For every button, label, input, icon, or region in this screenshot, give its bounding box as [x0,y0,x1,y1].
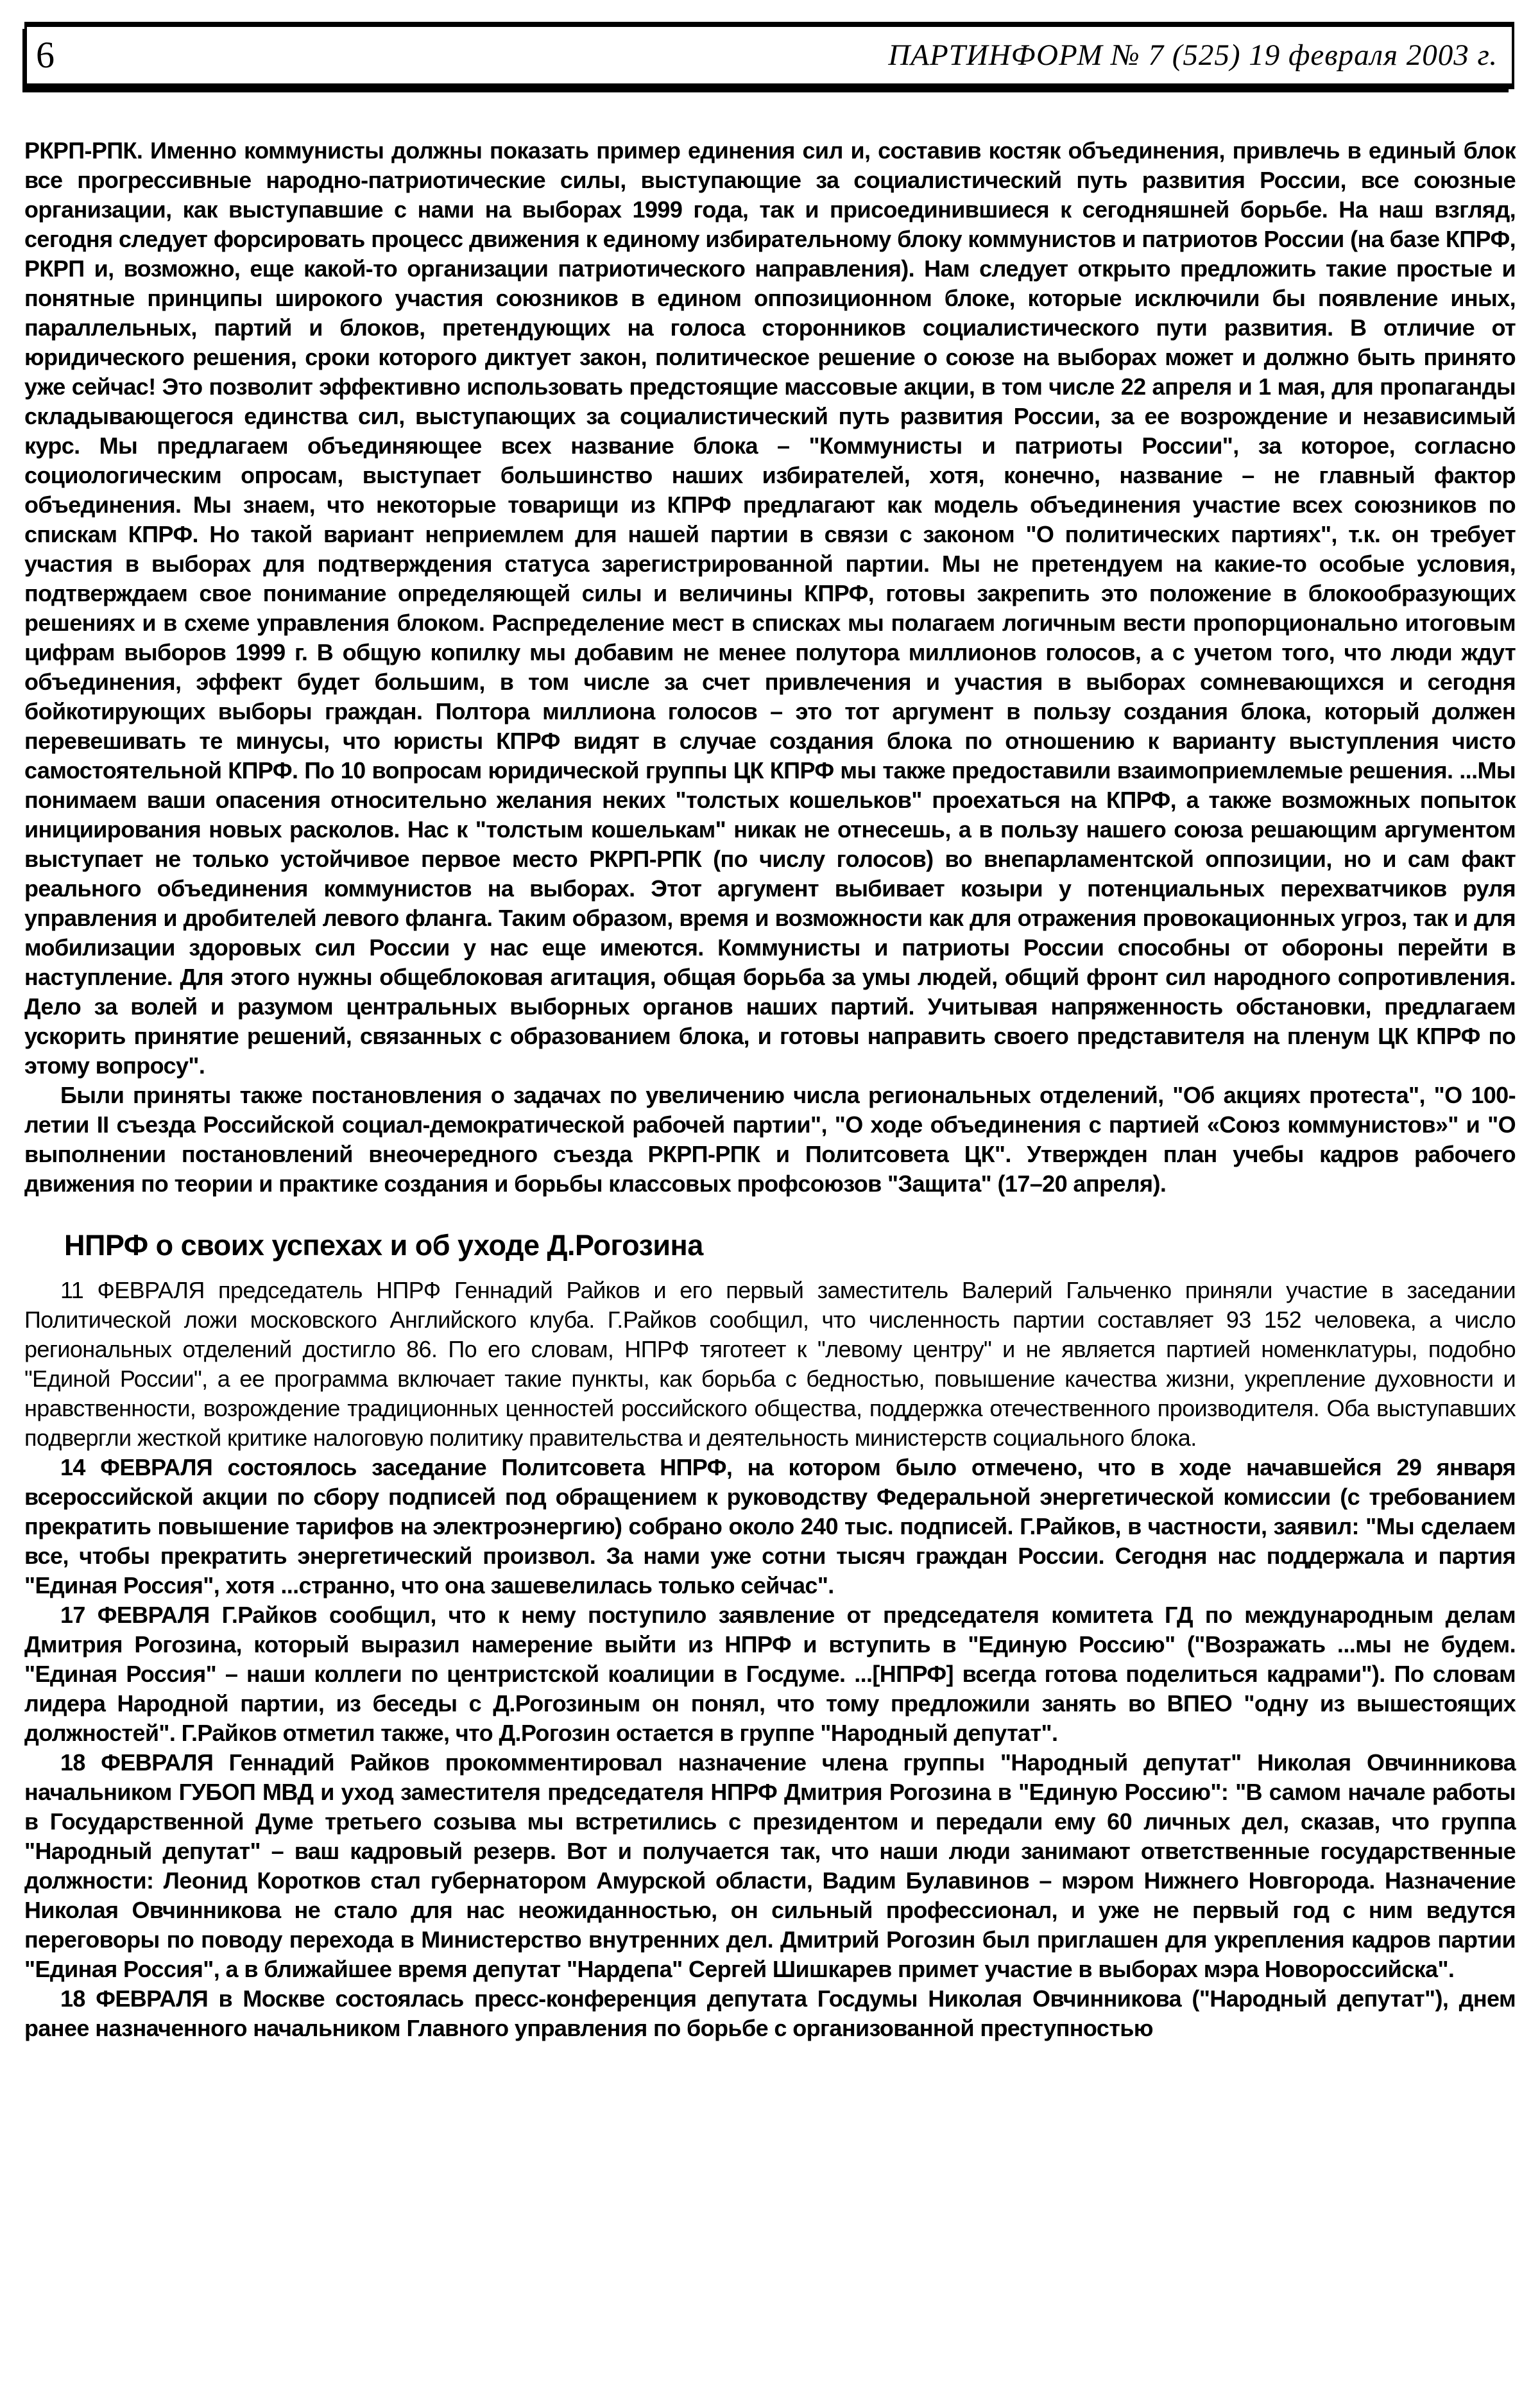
paragraph-resolutions: Были приняты также постановления о задачах по увеличению числа региональных отделений, "Об акциях протеста", "О 100-летии II съезда Российской социал-демократической рабочей партии", "О ходе объединения с партией «Союз коммунистов»" и "О выполнении постановлений внеочередного съезда РКРП-РПК и Политсовета ЦК". Утвержден план учебы кадров рабочего движения по теории и практике создания и борьбы классовых профсоюзов "Защита" (17–20 апреля). [24,1082,1516,1197]
paragraph-feb11: 11 ФЕВРАЛЯ председатель НПРФ Геннадий Райков и его первый заместитель Валерий Гальченко приняли участие в заседании Политической ложи московского Английского клуба. Г.Райков сообщил, что численность партии составляет 93 152 человека, а число региональных отделений достигло 86. По его словам, НПРФ тяготеет к "левому центру" и не является партией номенклатуры, подобно "Единой России", а ее программа включает такие пункты, как борьба с бедностью, повышение качества жизни, укрепление духовности и нравственности, возрождение традиционных ценностей российского общества, поддержка отечественного производителя. Оба выступавших подвергли жесткой критике налоговую политику правительства и деятельность министерств социального блока. [24,1277,1516,1451]
page-header [24,22,1514,89]
paragraph-rkrp-rpk-continuation: РКРП-РПК. Именно коммунисты должны показать пример единения сил и, составив костяк объединения, привлечь в единый блок все прогрессивные народно-патриотические силы, выступающие за социалистический путь развития России, все союзные организации, как выступавшие с нами на выборах 1999 года, так и присоединившиеся к сегодняшней борьбе. На наш взгляд, сегодня следует форсировать процесс движения к единому избирательному блоку коммунистов и патриотов России (на базе КПРФ, РКРП и, возможно, еще какой-то организации патриотического направления). Нам следует открыто предложить такие простые и понятные принципы широкого участия союзников в едином оппозиционном блоке, которые исключили бы появление иных, параллельных, партий и блоков, претендующих на голоса сторонников социалистического пути развития. В отличие от юридического решения, сроки которого диктует закон, политическое решение о союзе на выборах может и должно быть принято уже сейчас! Это позволит эффективно использовать предстоящие массовые акции, в том числе 22 апреля и 1 мая, для пропаганды складывающегося единства сил, выступающих за социалистический путь развития России, за ее возрождение и независимый курс. Мы предлагаем объединяющее всех название блока – "Коммунисты и патриоты России", за которое, согласно социологическим опросам, выступает большинство наших избирателей, хотя, конечно, название – не главный фактор объединения. Мы знаем, что некоторые товарищи из КПРФ предлагают как модель объединения участие всех союзников по спискам КПРФ. Но такой вариант неприемлем для нашей партии в связи с законом "О политических партиях", т.к. он требует участия в выборах для подтверждения статуса зарегистрированной партии. Мы не претендуем на какие-то особые условия, подтверждаем свое понимание определяющей силы и величины КПРФ, готовы закрепить это положение в блокообразующих решениях и в схеме управления блоком. Распределение мест в списках мы полагаем логичным вести пропорционально итоговым цифрам выборов 1999 г. В общую копилку мы добавим не менее полутора миллионов голосов, а с учетом того, что люди ждут объединения, эффект будет большим, в том числе за счет привлечения и участия в выборах сомневающихся и сегодня бойкотирующих выборы граждан. Полтора миллиона голосов – это тот аргумент в пользу создания блока, который должен перевешивать те минусы, что юристы КПРФ видят в случае создания блока по отношению к варианту выступления чисто самостоятельной КПРФ. По 10 вопросам юридической группы ЦК КПРФ мы также предоставили взаимоприемлемые решения. ...Мы понимаем ваши опасения относительно желания неких "толстых кошельков" проехаться на КПРФ, а также возможных попыток инициирования новых расколов. Нас к "толстым кошелькам" никак не отнесешь, а в пользу нашего союза решающим аргументом выступает не только устойчивое первое место РКРП-РПК (по числу голосов) во внепарламентской оппозиции, но и сам факт реального объединения коммунистов на выборах. Этот аргумент выбивает козыри у потенциальных перехватчиков руля управления и дробителей левого фланга. Таким образом, время и возможности как для отражения провокационных угроз, так и для мобилизации здоровых сил России у нас еще имеются. Коммунисты и патриоты России способны от обороны перейти в наступление. Для этого нужны общеблоковая агитация, общая борьба за умы людей, общий фронт сил народного сопротивления. Дело за волей и разумом центральных выборных органов наших партий. Учитывая напряженность обстановки, предлагаем ускорить принятие решений, связанных с образованием блока, и готовы направить своего представителя на пленум ЦК КПРФ по этому вопросу". [24,137,1516,1079]
article-heading-nprf: НПРФ о своих успехах и об уходе Д.Рогозина [64,1229,703,1262]
paragraph-feb18-press-conference: 18 ФЕВРАЛЯ в Москве состоялась пресс-конференция депутата Госдумы Николая Овчинникова ("Народный депутат"), днем ранее назначенного начальником Главного управления по борьбе с организованной преступностью [24,1985,1516,2041]
issue-title: ПАРТИНФОРМ № 7 (525) 19 февраля 2003 г. [888,38,1498,72]
page-number: 6 [36,34,55,76]
page-body [24,136,1516,2043]
paragraph-feb17: 17 ФЕВРАЛЯ Г.Райков сообщил, что к нему поступило заявление от председателя комитета ГД по международным делам Дмитрия Рогозина, который выразил намерение выйти из НПРФ и вступить в "Единую Россию" ("Возражать ...мы не будем. "Единая Россия" – наши коллеги по центристской коалиции в Госдуме. ...[НПРФ] всегда готова поделиться кадрами"). По словам лидера Народной партии, из беседы с Д.Рогозиным он понял, что тому предложили занять во ВПЕО "одну из вышестоящих должностей". Г.Райков отметил также, что Д.Рогозин остается в группе "Народный депутат". [24,1602,1516,1746]
paragraph-feb14: 14 ФЕВРАЛЯ состоялось заседание Политсовета НПРФ, на котором было отмечено, что в ходе начавшейся 29 января всероссийской акции по сбору подписей под обращением к руководству Федеральной энергетической комиссии (с требованием прекратить повышение тарифов на электроэнергию) собрано около 240 тыс. подписей. Г.Райков, в частности, заявил: "Мы сделаем все, чтобы прекратить энергетический произвол. За нами уже сотни тысяч граждан России. Сегодня нас поддержала и партия "Единая Россия", хотя ...странно, что она зашевелилась только сейчас". [24,1454,1516,1598]
paragraph-feb18-raikov-comment: 18 ФЕВРАЛЯ Геннадий Райков прокомментировал назначение члена группы "Народный депутат" Николая Овчинникова начальником ГУБОП МВД и уход заместителя председателя НПРФ Дмитрия Рогозина в "Единую Россию": "В самом начале работы в Государственной Думе третьего созыва мы встретились с президентом и передали ему 60 личных дел, сказав, что группа "Народный депутат" – ваш кадровый резерв. Вот и получается так, что наши люди занимают ответственные государственные должности: Леонид Коротков стал губернатором Амурской области, Вадим Булавинов – мэром Нижнего Новгорода. Назначение Николая Овчинникова не стало для нас неожиданностью, он сильный профессионал, и уже не первый год с ним ведутся переговоры по поводу перехода в Министерство внутренних дел. Дмитрий Рогозин был приглашен для укрепления кадров партии "Единая Россия", а в ближайшее время депутат "Нардепа" Сергей Шишкарев примет участие в выборах мэра Новороссийска". [24,1749,1516,1982]
